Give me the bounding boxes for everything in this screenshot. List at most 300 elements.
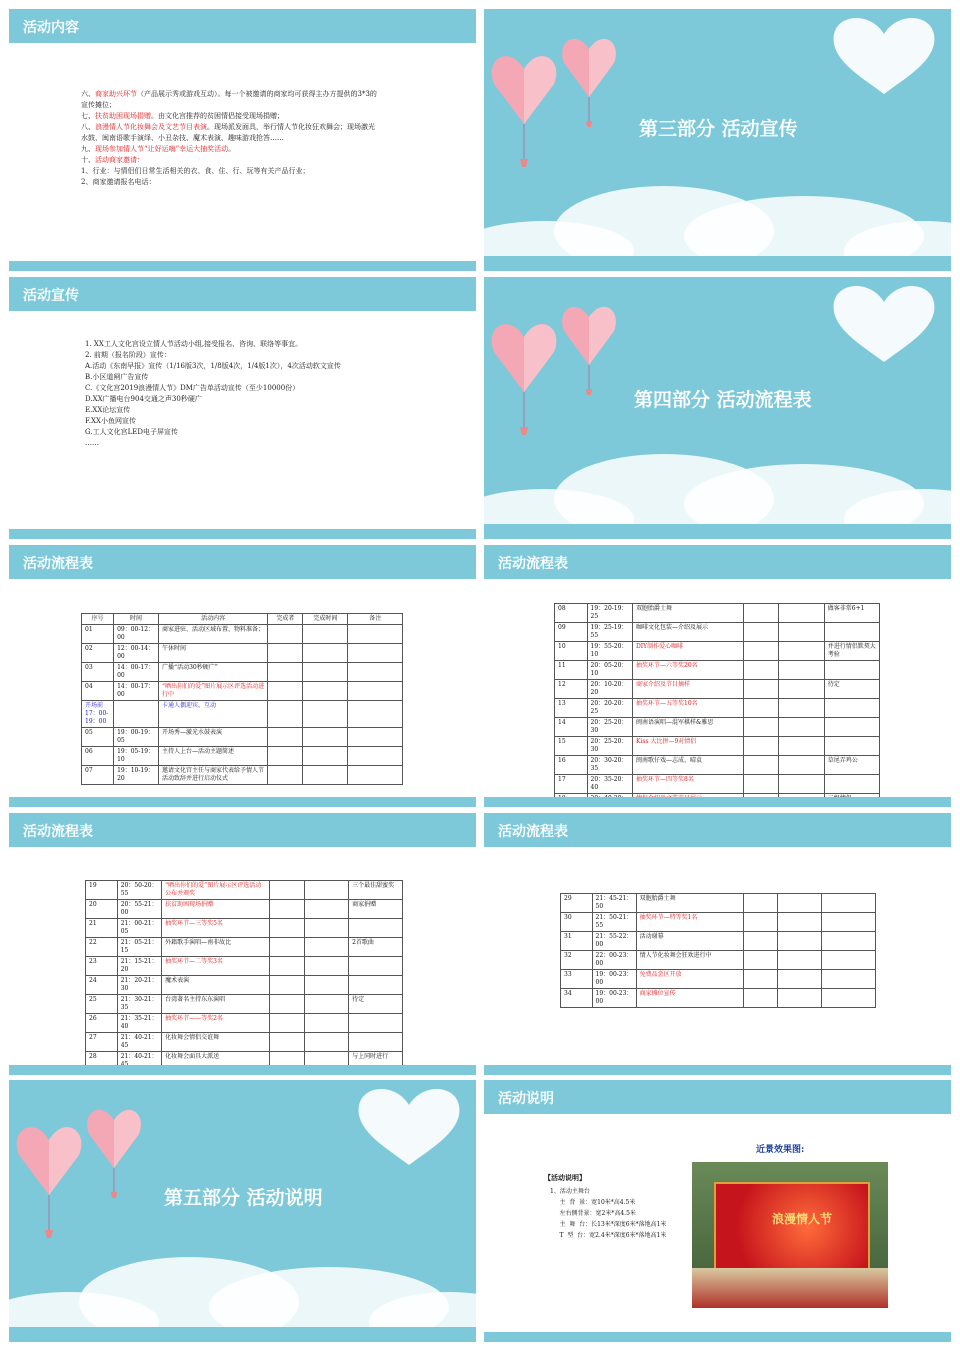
table-cell: 16 [555,756,588,775]
table-cell: 02 [82,644,114,663]
table-cell [349,976,403,995]
table-cell: 抽奖环节—四等奖8名 [633,775,744,794]
table-cell [303,644,348,663]
table-cell [778,894,822,913]
text-span: 1、行业：与情侣们日常生活相关的衣、食、住、行、玩等有关产品行业； [81,167,310,175]
schedule-table [554,603,880,807]
table-row [86,938,403,957]
table-cell: 20：35-20：40 [587,775,633,794]
table-header-cell: 备注 [348,614,403,625]
table-header-cell: 完成时间 [303,614,348,625]
table-row [82,766,403,785]
table-row [86,1014,403,1033]
text-line [81,177,377,188]
table-header-row [82,614,403,625]
clouds-decoration [9,1232,476,1342]
table-cell: 草尾弄鸡公 [824,756,879,775]
note-item: 左右侧背景：宽2米*高4.5米 [550,1210,636,1217]
table-cell: 邀请文化宫主任与商家代表给予情人节活动致辞并进行启动仪式 [159,766,268,785]
slide-schedule-1 [9,545,476,807]
table-cell: 26 [86,1014,118,1033]
table-cell: 04 [82,682,114,701]
slide-footer-bar [9,1065,476,1075]
table-cell [743,718,779,737]
table-cell: 做客非常6+1 [824,604,879,623]
slide-footer-bar [484,1332,951,1342]
text-span: E.XX论坛宣传 [85,406,131,414]
table-cell: 三个最佳甜蜜奖 [349,881,403,900]
table-cell: 14：00-17：00 [114,682,159,701]
slide-footer-bar [9,797,476,807]
table-cell: 21：45-21：50 [592,894,636,913]
text-span: 1. XX工人文化宫设立情人节活动小组,接受报名、咨询、联络等事宜。 [85,340,303,348]
table-cell [743,756,779,775]
text-line [85,339,341,350]
table-cell [268,728,303,747]
text-line [81,155,377,166]
slide-header-title: 活动流程表 [498,556,568,572]
table-cell: 32 [561,951,593,970]
table-cell: 21：05-21：15 [117,938,161,957]
table-row [82,747,403,766]
table-cell: 19：00-23：00 [592,970,636,989]
table-cell [778,913,822,932]
table-cell [303,663,348,682]
table-cell [348,644,403,663]
table-cell: 商家摊位宣传 [636,989,743,1008]
table-cell: 21：15-21：20 [117,957,161,976]
table-cell [778,932,822,951]
table-header-cell: 时间 [114,614,159,625]
table-cell: 双胞胎爵士舞 [633,604,744,623]
slide-header [9,545,476,579]
table-cell [822,951,876,970]
table-row [561,913,876,932]
table-cell: 21：30-21：35 [117,995,161,1014]
table-cell: 21 [86,919,118,938]
table-cell: 20：25-20：30 [587,718,633,737]
clouds-decoration [484,429,951,539]
schedule-table [560,893,876,1008]
section-title: 第五部分 活动说明 [164,1187,323,1209]
table-cell [824,737,879,756]
table-cell [304,881,348,900]
table-cell [743,989,778,1008]
table-cell [743,680,779,699]
note-item: 主 舞 台：长13米*深度6米*落地高1米 [550,1221,667,1228]
table-cell: 31 [561,932,593,951]
table-cell [743,775,779,794]
text-span: 。由文化宫推荐的贫困情侣接受现场捐赠； [151,112,284,120]
text-line [85,350,341,361]
table-cell: 30 [561,913,593,932]
table-cell [303,701,348,728]
text-line [81,122,377,133]
table-cell: 午休时间 [159,644,268,663]
text-line [85,405,341,416]
text-span: 十、 [81,156,95,164]
table-row [82,663,403,682]
text-span: F.XX小鱼网宣传 [85,417,136,425]
table-cell [349,957,403,976]
text-line [85,372,341,383]
table-row [82,644,403,663]
table-cell [269,957,304,976]
slide-promotion [9,277,476,539]
table-cell [778,970,822,989]
table-cell [743,970,778,989]
table-cell: 19：25-19：55 [587,623,633,642]
note-list [550,1186,666,1241]
table-row [555,642,880,661]
promotion-text [85,339,341,449]
table-cell: 25 [86,995,118,1014]
table-cell: 14 [555,718,588,737]
table-cell: 21：40-21：45 [117,1033,161,1052]
slide-header [484,1080,951,1114]
table-row [82,682,403,701]
text-line [81,100,377,111]
text-span: 七、 [81,112,95,120]
slide-schedule-2 [484,545,951,807]
table-cell: 29 [561,894,593,913]
text-span: （产品展示秀或游戏互动）。每一个被邀请的商家均可获得主办方提供的3*3的 [137,90,377,98]
table-cell: 01 [82,625,114,644]
slide-header-title: 活动内容 [23,20,79,36]
table-cell: 09 [555,623,588,642]
table-cell: 广播“活动30秒硬广” [159,663,268,682]
table-row [561,989,876,1008]
table-cell: 主持人上台—活动主题简述 [159,747,268,766]
slide-header-title: 活动流程表 [498,824,568,840]
table-cell: 33 [561,970,593,989]
text-span: 宣传摊位； [81,101,116,109]
slide-header [9,813,476,847]
table-cell [779,718,825,737]
table-row [86,995,403,1014]
table-cell [743,951,778,970]
stage-banner-text: 浪漫情人节 [772,1212,833,1226]
table-row [555,775,880,794]
table-cell [268,701,303,728]
table-cell: 20：20-20：25 [587,699,633,718]
table-cell: 21：40-21： [117,1052,161,1071]
text-span: B.小区道闸广告宣传 [85,373,149,381]
table-cell: 03 [82,663,114,682]
table-cell: 19 [86,881,118,900]
table-cell: 扶贫助困现场捐赠 [162,900,270,919]
table-cell [269,1014,304,1033]
table-cell: 开场秀—激光水鼓表演 [159,728,268,747]
table-cell: 19：05-19：10 [114,747,159,766]
slide-section-three [484,9,951,271]
table-cell: 12 [555,680,588,699]
table-cell: 20：25-20：30 [587,737,633,756]
table-cell: 20：55-21：00 [117,900,161,919]
table-cell: 27 [86,1033,118,1052]
table-cell [824,775,879,794]
table-cell: 抽奖环节——等奖2名 [162,1014,270,1033]
table-cell [348,766,403,785]
table-cell [779,661,825,680]
text-line [81,111,377,122]
table-cell [348,625,403,644]
table-cell [349,1033,403,1052]
table-cell [779,623,825,642]
table-cell: 24 [86,976,118,995]
table-cell [743,604,779,623]
table-cell: 09：00-12：00 [114,625,159,644]
text-span: 浪漫情人节化妆舞会及文艺节目表演 [95,123,207,131]
table-cell: 化妆舞会情侣交谊舞 [162,1033,270,1052]
table-cell: 并进行情侣默契大考验 [824,642,879,661]
table-cell [269,995,304,1014]
table-cell: 10 [555,642,588,661]
table-row [555,756,880,775]
table-row [555,661,880,680]
table-cell: 免费品尝区开放 [636,970,743,989]
table-cell [822,894,876,913]
text-line [85,416,341,427]
table-cell: 08 [555,604,588,623]
activity-content-text [81,89,377,188]
table-cell [348,747,403,766]
table-row [561,894,876,913]
table-cell [822,932,876,951]
table-cell [779,737,825,756]
table-cell [303,682,348,701]
table-cell: 抽奖环节—三等奖5名 [162,919,270,938]
table-cell [269,881,304,900]
table-cell: 19：00-23：00 [592,989,636,1008]
note-title: 【活动说明】 [544,1173,586,1182]
slide-section-five [9,1080,476,1342]
table-cell: 17 [555,775,588,794]
table-cell: 商家进驻、活动区域布置、物料准备； [159,625,268,644]
table-header-cell: 序号 [82,614,114,625]
table-cell: 商家捐赠 [349,900,403,919]
table-cell [304,938,348,957]
table-cell [779,604,825,623]
text-span: 现场参加情人节“让好运嗨”幸运大抽奖活动 [95,145,229,153]
text-span: D.XX广播电台904交通之声30秒硬广 [85,395,202,403]
table-cell: 19：55-20：10 [587,642,633,661]
table-cell: 外籍歌手演唱—南非故比 [162,938,270,957]
table-cell [304,900,348,919]
slide-header-title: 活动说明 [498,1091,554,1107]
table-row [86,881,403,900]
table-cell [303,728,348,747]
stage-effect-image [692,1162,888,1308]
table-row [86,976,403,995]
table-cell: 台湾著名主持东东演唱 [162,995,270,1014]
table-cell: 开场前17：00-19：00 [82,701,114,728]
table-cell: “晒出你们的爱”图片展示区评选活动进行中 [159,682,268,701]
table-cell [743,642,779,661]
table-cell: 06 [82,747,114,766]
table-cell [268,766,303,785]
table-row [82,625,403,644]
table-row [86,1033,403,1052]
text-line [85,361,341,372]
table-cell: 22 [86,938,118,957]
table-row [555,737,880,756]
table-cell [304,995,348,1014]
table-cell: 19：20-19：25 [587,604,633,623]
table-cell [269,976,304,995]
table-cell [743,913,778,932]
table-cell: “晒出你们的爱”图片展示区评选活动公布并颁奖 [162,881,270,900]
table-cell [778,989,822,1008]
slide-footer-bar [484,797,951,807]
table-cell [779,680,825,699]
table-cell [778,951,822,970]
table-cell: 11 [555,661,588,680]
stage-backdrop [714,1182,870,1272]
table-header-cell: 活动内容 [159,614,268,625]
table-cell [269,919,304,938]
table-cell: 21：35-21：40 [117,1014,161,1033]
text-line [85,427,341,438]
table-cell: 20：30-20：35 [587,756,633,775]
table-header-cell: 完成者 [268,614,303,625]
table-cell: 20：05-20：10 [587,661,633,680]
text-span: C.《文化宫2019浪漫情人节》DM广告单活动宣传（至少10000份） [85,384,300,392]
table-row [561,932,876,951]
table-cell [348,728,403,747]
table-cell [779,756,825,775]
table-cell: 12：00-14：00 [114,644,159,663]
table-cell: 化妆舞会面具大派送 [162,1052,270,1071]
table-cell [304,957,348,976]
table-cell: 闽南歌仔戏—志成、晴袁 [633,756,744,775]
table-row [86,900,403,919]
table-cell: 商家介绍及节目摘样 [633,680,744,699]
table-cell [269,900,304,919]
table-cell: 抽奖环节—六等奖20名 [633,661,744,680]
section-title: 第四部分 活动流程表 [634,389,812,411]
table-cell: 21：55-22：00 [592,932,636,951]
table-cell [824,699,879,718]
text-span: 2. 前期（报名阶段）宣传： [85,351,171,359]
table-cell [349,1014,403,1033]
table-row [86,957,403,976]
text-line [85,438,341,449]
slide-footer-bar [9,261,476,271]
table-cell: 21：50-21：55 [592,913,636,932]
table-cell [269,938,304,957]
table-cell: 07 [82,766,114,785]
table-cell: 活动谢幕 [636,932,743,951]
table-cell: 20：50-20：55 [117,881,161,900]
table-cell [824,718,879,737]
table-cell: DIY制作爱心咖啡 [633,642,744,661]
table-cell: 双胞胎爵士舞 [636,894,743,913]
table-row [561,951,876,970]
slide-header [9,9,476,43]
effect-caption: 近景效果图: [756,1145,805,1155]
text-span: 六、 [81,90,95,98]
table-cell [268,682,303,701]
table-cell: 咖啡文化包装—介绍及展示 [633,623,744,642]
table-cell [303,766,348,785]
table-cell [268,747,303,766]
table-cell: 23 [86,957,118,976]
text-span: A.活动《东南早报》宣传（1/16版3次，1/8版4次，1/4版1次），4次活动软文宣传 [85,362,341,370]
table-cell: 卡通人偶迎宾、互动 [159,701,268,728]
heart-cloud-icon [824,277,944,367]
slide-schedule-4 [484,813,951,1075]
table-cell: 情人节化妆舞会狂欢进行中 [636,951,743,970]
table-cell [743,932,778,951]
table-cell [822,913,876,932]
table-cell [822,989,876,1008]
table-cell: 34 [561,989,593,1008]
slide-activity-content [9,9,476,271]
text-span: 九、 [81,145,95,153]
table-cell [743,894,778,913]
table-cell [779,642,825,661]
table-cell: 22：00-23：00 [592,951,636,970]
schedule-table [81,613,403,785]
table-cell: 28 [86,1052,118,1071]
table-row [86,919,403,938]
slide-schedule-3 [9,813,476,1075]
table-cell [779,775,825,794]
table-cell: 待定 [824,680,879,699]
table-cell: 14：00-17：00 [114,663,159,682]
table-row [82,728,403,747]
text-span: …… [85,439,99,447]
stage-floor [692,1268,888,1308]
text-line [81,133,377,144]
table-cell [348,663,403,682]
table-cell: 13 [555,699,588,718]
table-cell: 2首歌曲 [349,938,403,957]
note-item: T 型 台：宽2.4米*深度6米*落地高1米 [550,1232,667,1239]
slide-header [484,545,951,579]
table-cell [779,699,825,718]
table-cell: 21：20-21：30 [117,976,161,995]
slide-activity-description [484,1080,951,1342]
table-cell: 05 [82,728,114,747]
table-cell: 与上同时进行 [349,1052,403,1071]
table-row [555,604,880,623]
table-row [555,699,880,718]
text-line [81,166,377,177]
text-span: 。 [228,145,236,153]
table-cell [824,623,879,642]
table-cell [268,625,303,644]
table-cell [268,644,303,663]
table-cell [304,919,348,938]
table-cell [349,919,403,938]
table-cell: 19：10-19：20 [114,766,159,785]
table-cell [348,701,403,728]
table-cell: 21：00-21：05 [117,919,161,938]
table-cell [743,661,779,680]
table-row [561,970,876,989]
heart-cloud-icon [824,9,944,99]
table-cell: 抽奖环节—五等奖10名 [633,699,744,718]
slide-header-title: 活动流程表 [23,824,93,840]
table-cell [743,699,779,718]
table-cell [114,701,159,728]
note-item: 1、活动主舞台 [550,1188,590,1195]
table-row [555,718,880,737]
table-cell: 20：10-20：20 [587,680,633,699]
schedule-table [85,880,403,1071]
